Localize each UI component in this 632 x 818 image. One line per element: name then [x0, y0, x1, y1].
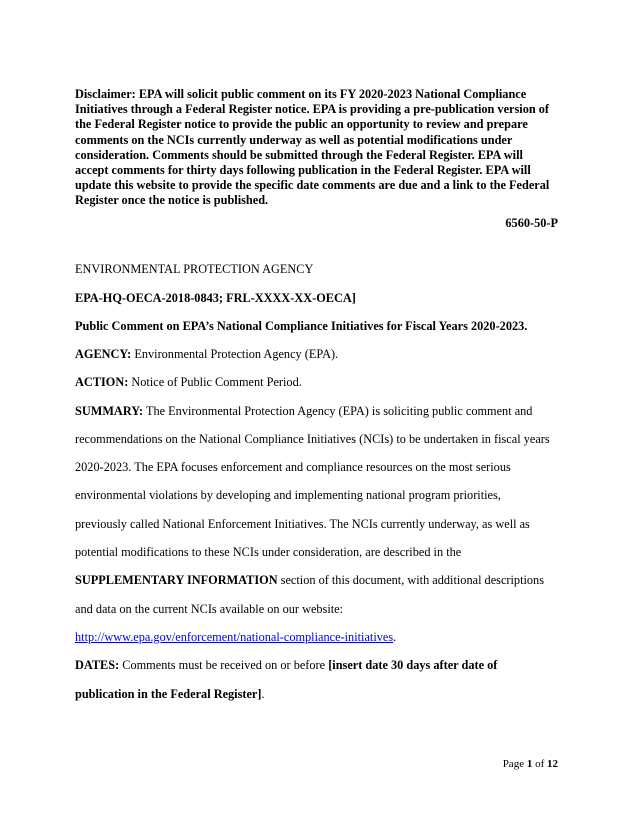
agency-heading: ENVIRONMENTAL PROTECTION AGENCY: [75, 262, 314, 276]
summary-line-5: previously called National Enforcement Initiatives. The NCIs currently underway, as well as: [75, 517, 530, 531]
summary-line-2: recommendations on the National Compliance Initiatives (NCIs) to be undertaken in fiscal years: [75, 432, 550, 446]
summary-line-7: [75, 573, 544, 588]
summary-text-7: section of this document, with additional descriptions: [277, 573, 544, 587]
dates-label: DATES:: [75, 658, 120, 672]
nci-website-link[interactable]: http://www.epa.gov/enforcement/national-compliance-initiatives: [75, 630, 394, 644]
dates-line-2: [75, 687, 265, 702]
agency-label: AGENCY:: [75, 347, 132, 361]
summary-label: SUMMARY:: [75, 404, 144, 418]
docket-number: EPA-HQ-OECA-2018-0843; FRL-XXXX-XX-OECA]: [75, 291, 356, 305]
of-word: of: [532, 758, 547, 770]
dates-end: .: [261, 687, 265, 701]
agency-value: Environmental Protection Agency (EPA).: [131, 347, 339, 361]
page-word: Page: [502, 758, 527, 770]
document-title: Public Comment on EPA’s National Compliance Initiatives for Fiscal Years 2020-2023.: [75, 319, 528, 333]
disclaimer-paragraph: Disclaimer: EPA will solicit public comment on its FY 2020-2023 National Compliance Initiatives through a Federal Register notice. EPA is providing a pre-publication version of the Federal Register notice to provide the public an opportunity to review and prepare comments on the NCIs currently underway as well as potential modifications under consideration. Comments should be submitted through the Federal Register. EPA will accept comments for thirty days following publication in the Federal Register. EPA will update this website to provide the specific date comments are due and a link to the Federal Register once the notice is published.: [75, 87, 550, 208]
summary-line-4: environmental violations by developing and implementing national program priorities,: [75, 488, 501, 502]
summary-line-8: and data on the current NCIs available on our website:: [75, 602, 344, 616]
dates-value: Comments must be received on or before: [119, 658, 329, 672]
dates-bracket-2: publication in the Federal Register]: [75, 687, 262, 701]
action-value: Notice of Public Comment Period.: [128, 375, 302, 389]
page-footer: [503, 758, 558, 770]
document-number: 6560-50-P: [505, 216, 558, 230]
summary-line-3: 2020-2023. The EPA focuses enforcement and compliance resources on the most serious: [75, 460, 511, 474]
summary-line-6: potential modifications to these NCIs under consideration, are described in the: [75, 545, 462, 559]
dates-line-1: [75, 658, 497, 673]
link-period: .: [393, 630, 397, 644]
supplementary-info-ref: SUPPLEMENTARY INFORMATION: [75, 573, 278, 587]
summary-line-1: [75, 404, 532, 419]
action-label: ACTION:: [75, 375, 129, 389]
current-page: 1: [526, 758, 533, 770]
total-pages: 12: [547, 758, 558, 770]
dates-bracket-1: [insert date 30 days after date of: [328, 658, 498, 672]
agency-line: [75, 347, 338, 362]
action-line: [75, 375, 302, 390]
summary-link-line: [75, 630, 396, 645]
summary-text-1: The Environmental Protection Agency (EPA) is soliciting public comment and: [143, 404, 533, 418]
